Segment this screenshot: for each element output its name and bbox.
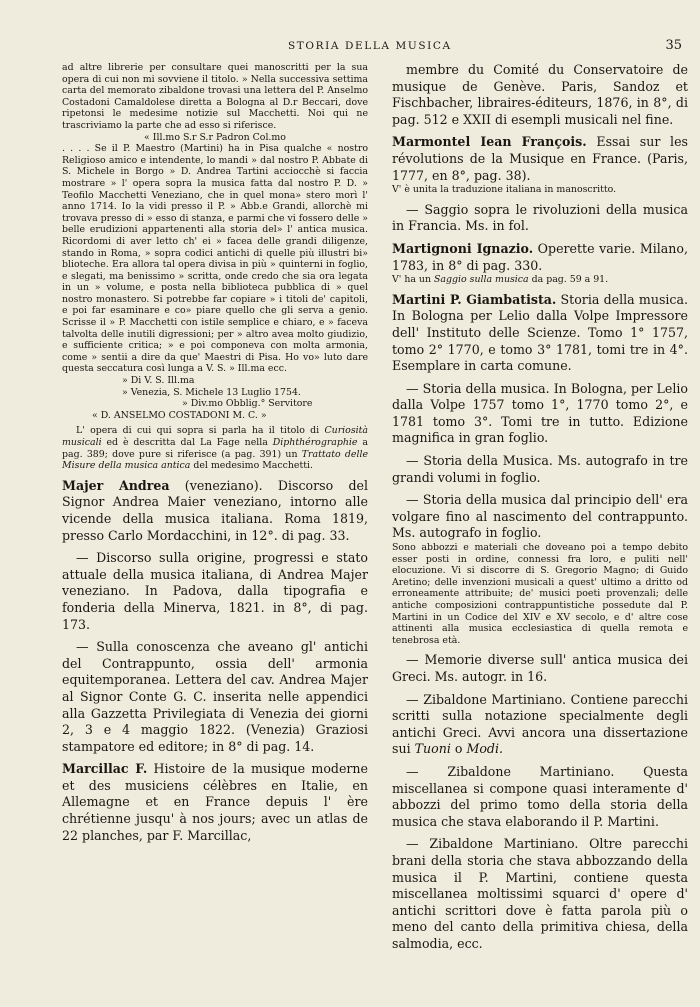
footnote-macchetti [62,425,368,471]
note-title: Trattato delle Misure della musica antica [62,448,369,472]
note-text: V' ha un [392,274,434,286]
note-title: Curiosità musicali [62,425,368,448]
intro-paragraph: ad altre librerie per consultare quei manoscritti per la sua opera di cui non mi sovviene il titolo. » Nella successiva settima carta del memorato zibaldone trovasi una lettera del P. Anselmo Costadoni Camaldolese diretta a Bologna al D.r Beccari, dove ripetonsi le medesime notizie sul Macchetti. Noi qui ne trascriviamo la parte che ad esso si riferisce. [62,62,368,131]
entry-note: V' è unita la traduzione italiana in manoscritto. [392,184,617,196]
entry-martini [392,292,688,375]
right-column [392,62,688,952]
entry-marcillac [62,761,368,844]
page-number: 35 [665,38,682,53]
entry-text: — Zibaldone Martiniano. Contiene parecchi scritti sulla notazione specialmente degli antichi Greci. Avvi ancora una dissertazione sui [392,691,688,757]
entry-marmontel [392,134,688,184]
letter-body: . . . . Se il P. Maestro (Martini) ha in Pisa qualche « nostro Religioso amico e intendente, lo mandi » dal nostro P. Abbate di S. Michele in Borgo » D. Andrea Tartini acciocchè si faccia mostrare » l' opera sopra la musica fatta dal nostro P. D. » Teofilo Macchetti Veneziano, che in quel mona» stero morì l' anno 1714. Io la vidi presso il P. » Abb.e Grandi, allorchè mi trovava presso di » esso di stanza, e parmi che vi fossero delle » belle erudizioni appartenenti alla storia del» l' antica musica. Ricordomi di aver letto ch' ei » facea delle grandi diligenze, stando in Roma, » sopra codici antichi di quelle più illustri bi» blioteche. Era allora tal opera divisa in più » quinterni in foglio, e slegati, ma benissimo » scritta, onde credo che sia ora legata in un » volume, e posta nella biblioteca pubblica di » quel nostro monastero. Si potrebbe far copiare » i titoli de' capitoli, e poi far esaminare e co» piare quello che gli serva a genio. Scrisse il » P. Macchetti con istile semplice e chiaro, e » faceva talvolta delle inutili digressioni; per » altro avea molto giudizio, e sufficiente critica; » e poi componeva con molta armonia, come » sentii a dire da que' Maestri di Pisa. Ho vo» luto dare questa seccatura così lunga a V. S. » Ill.ma ecc. [62,143,368,375]
letter-closing-3: » Div.mo Obblig.° Servitore [182,398,313,410]
entry-author: Marmontel Iean François. [392,134,587,150]
letter-closing-2: » Venezia, S. Michele 13 Luglio 1754. [122,386,301,398]
running-header [0,40,700,60]
entry-note: Sono abbozzi e materiali che doveano poi a tempo debito esser posti in ordine, connessi fra loro, e puliti nell' elocuzione. Vi si discorre di S. Gregorio Magno; di Guido Aretino; delle invenzioni musicali a quest' ultimo a dritto od erroneamente attribuite; de' musici poeti provenzali; delle antiche composizioni contrappuntistiche possedute dal P. Martini in un Codice del XIV e XV secolo, e d' altre cose attinenti alla musica ecclesiastica di quella remota e tenebrosa età. [392,542,688,646]
note-text: L' opera di cui qui sopra si parla ha il titolo di [76,425,325,437]
entry-text: Histoire de la musique moderne et des musiciens célèbres en Italie, en Allemagne et en France depuis l' ère chrétienne jusqu' à nos jours; avec un atlas de 22 planches, par F. Marcillac, [62,761,368,843]
entry-author: Martini P. Giambatista. [392,291,557,307]
entry-author: Majer Andrea [62,477,170,493]
entry-title: Modi. [466,741,504,757]
entry-text: o [450,741,467,757]
entry-text: Storia della musica. In Bologna per Lelio dalla Volpe Impressore dell' Instituto delle Scienze. Tomo 1° 1757, tomo 2° 1770, e tomo 3° 1781, tomi tre in 4°. Esemplare in carta comune. [392,291,689,374]
entry-martini-storia-folio: — Storia della musica. In Bologna, per Lelio dalla Volpe 1757 tomo 1°, 1770 tomo 2°, e 1781 tomo 3°. Tomi tre in tutto. Edizione magnifica in gran foglio. [392,380,688,446]
entry-majer-discorso: — Discorso sulla origine, progressi e stato attuale della musica italiana, di Andrea Majer veneziano. In Padova, dalla tipografia e fonderia della Minerva, 1821. in 8°, di pag. 173. [62,550,368,632]
entry-zibaldone-2: — Zibaldone Martiniano. Questa miscellanea si compone quasi interamente d' abbozzi del primo tomo della storia della musica che stava elaborando il P. Martini. [392,763,688,829]
entry-author: Martignoni Ignazio. [392,240,534,256]
entry-note [392,274,688,286]
entry-zibaldone-1 [392,692,688,758]
entry-title: Tuoni [414,741,451,757]
letter-signature: « D. ANSELMO COSTADONI M. C. » [92,409,267,421]
entry-text: Operette varie. Milano, 1783, in 8° di pag. 330. [392,240,688,273]
entry-marmontel-saggio: — Saggio sopra le rivoluzioni della musica in Francia. Ms. in fol. [392,201,688,234]
note-title: Saggio sulla musica [434,274,529,286]
note-text: del medesimo Macchetti. [190,460,313,472]
letter-salutation: « Ill.mo S.r S.r Padron Col.mo [144,131,286,143]
entry-majer [62,478,368,544]
note-text: da pag. 59 a 91. [528,274,609,286]
entry-martignoni [392,241,688,274]
entry-martini-memorie: — Memorie diverse sull' antica musica dei Greci. Ms. autogr. in 16. [392,652,688,684]
entry-majer-lettera: — Sulla conoscenza che aveano gl' antichi del Contrappunto, ossia dell' armonia equitemporanea. Lettera del cav. Andrea Majer al Signor Conte G. C. inserita nelle appendici alla Gazzetta Privilegiata di Venezia dei giorni 2, 3 e 4 maggio 1822. (Venezia) Graziosi stampatore ed editore; in 8° di pag. 14. [62,639,368,754]
entry-martini-storia-ms: — Storia della Musica. Ms. autografo in tre grandi volumi in foglio. [392,453,688,485]
entry-martini-storia-principio: — Storia della musica dal principio dell' era volgare fino al nascimento del contrappunto. Ms. autografo in foglio. [392,492,688,541]
note-text: ed è descritta dal La Fage nella [101,437,273,448]
entry-author: Marcillac F. [62,761,148,777]
entry-text: (veneziano). Discorso del Signor Andrea Maier veneziano, intorno alle vicende della musica italiana. Roma 1819, presso Carlo Mordacchini, in 12°. di pag. 33. [62,477,369,543]
entry-text: Essai sur les révolutions de la Musique en France. (Paris, 1777, en 8°, pag. 38). [392,134,689,183]
running-title: STORIA DELLA MUSICA [288,40,452,52]
note-text: a pag. 389; dove pure si riferisce (a pag. 391) un [62,437,368,460]
note-title: Diphthérographie [272,437,358,448]
letter-closing-1: » Di V. S. Ill.ma [122,375,195,387]
left-column [62,62,368,844]
entry-marcillac-cont: membre du Comité du Conservatoire de musique de Genève. Paris, Sandoz et Fischbacher, libraires-éditeurs, 1876, in 8°, di pag. 512 e XXII di esempli musicali nel fine. [392,62,688,127]
entry-zibaldone-3: — Zibaldone Martiniano. Oltre parecchi brani della storia che stava abbozzando della musica il P. Martini, contiene questa miscellanea moltissimi squarci d' opere d' antichi scrittori dove è fatta parola più o meno del canto della primitiva chiesa, della salmodia, ecc. [392,836,688,951]
